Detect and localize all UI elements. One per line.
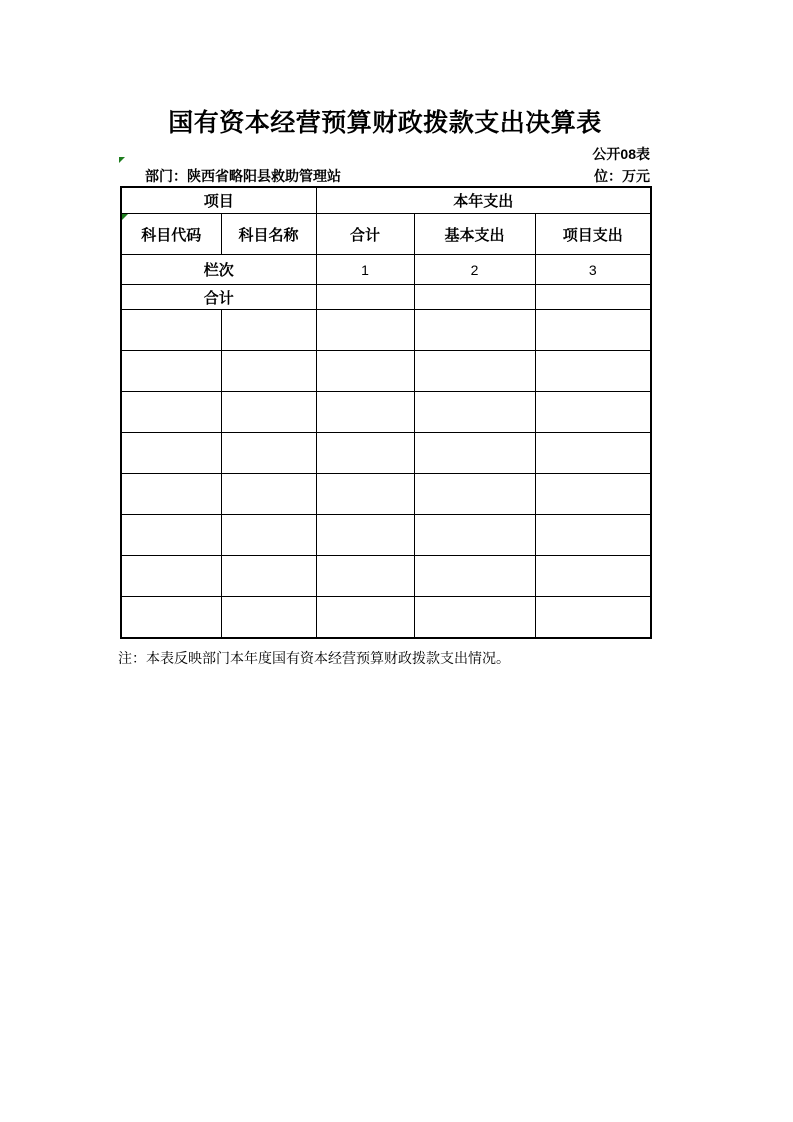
empty-data-row — [121, 310, 651, 351]
column-header-row — [121, 214, 651, 255]
empty-cell — [535, 597, 651, 639]
empty-cell — [316, 392, 414, 433]
cell-error-marker-icon — [119, 157, 125, 163]
empty-cell — [221, 433, 316, 474]
empty-data-row — [121, 474, 651, 515]
empty-cell — [221, 310, 316, 351]
total-row-label: 合计 — [121, 285, 316, 310]
col-header-basic-expenditure: 基本支出 — [414, 214, 535, 255]
empty-cell — [316, 351, 414, 392]
empty-data-row — [121, 351, 651, 392]
empty-data-row — [121, 433, 651, 474]
empty-cell — [535, 351, 651, 392]
empty-cell — [535, 556, 651, 597]
empty-cell — [316, 597, 414, 639]
total-row-total-value — [316, 285, 414, 310]
empty-data-row — [121, 515, 651, 556]
empty-cell — [121, 597, 221, 639]
empty-cell — [535, 515, 651, 556]
col-header-subject-name: 科目名称 — [221, 214, 316, 255]
department-label: 部门：陕西省略阳县救助管理站 — [145, 168, 341, 184]
meta-row — [120, 166, 650, 186]
empty-cell — [414, 515, 535, 556]
empty-cell — [535, 433, 651, 474]
empty-cell — [221, 597, 316, 639]
empty-cell — [414, 310, 535, 351]
empty-cell — [221, 392, 316, 433]
empty-data-row — [121, 556, 651, 597]
empty-cell — [414, 474, 535, 515]
cell-error-marker-icon — [122, 214, 128, 220]
empty-cell — [414, 597, 535, 639]
empty-data-row — [121, 392, 651, 433]
empty-cell — [121, 474, 221, 515]
group-header-project: 项目 — [121, 187, 316, 214]
col-header-total: 合计 — [316, 214, 414, 255]
empty-cell — [221, 556, 316, 597]
empty-cell — [535, 392, 651, 433]
col-header-subject-code-label: 科目代码 — [141, 226, 202, 244]
empty-cell — [414, 351, 535, 392]
expenditure-table — [120, 186, 652, 639]
column-index-row — [121, 255, 651, 285]
empty-cell — [121, 392, 221, 433]
empty-cell — [535, 474, 651, 515]
col-header-subject-code — [121, 214, 221, 255]
empty-cell — [316, 433, 414, 474]
total-row-basic-value — [414, 285, 535, 310]
total-row — [121, 285, 651, 310]
total-row-project-value — [535, 285, 651, 310]
empty-cell — [121, 556, 221, 597]
index-col-1: 1 — [316, 255, 414, 285]
empty-cell — [121, 433, 221, 474]
col-header-project-expenditure: 项目支出 — [535, 214, 651, 255]
index-col-2: 2 — [414, 255, 535, 285]
group-header-row — [121, 187, 651, 214]
empty-cell — [414, 556, 535, 597]
empty-cell — [121, 515, 221, 556]
table-body — [121, 285, 651, 639]
unit-label: 位：万元 — [594, 168, 650, 184]
empty-cell — [414, 433, 535, 474]
index-col-3: 3 — [535, 255, 651, 285]
form-code-label: 公开08表 — [592, 146, 650, 162]
empty-cell — [316, 556, 414, 597]
empty-cell — [221, 351, 316, 392]
empty-cell — [221, 515, 316, 556]
group-header-current-year-expenditure: 本年支出 — [316, 187, 651, 214]
empty-cell — [316, 474, 414, 515]
empty-cell — [316, 310, 414, 351]
index-row-label: 栏次 — [121, 255, 316, 285]
empty-cell — [414, 392, 535, 433]
empty-data-row — [121, 597, 651, 639]
footnote: 注：本表反映部门本年度国有资本经营预算财政拨款支出情况。 — [118, 652, 510, 667]
page-title: 国有资本经营预算财政拨款支出决算表 — [168, 109, 602, 137]
empty-cell — [221, 474, 316, 515]
empty-cell — [121, 310, 221, 351]
empty-cell — [316, 515, 414, 556]
empty-cell — [121, 351, 221, 392]
empty-cell — [535, 310, 651, 351]
